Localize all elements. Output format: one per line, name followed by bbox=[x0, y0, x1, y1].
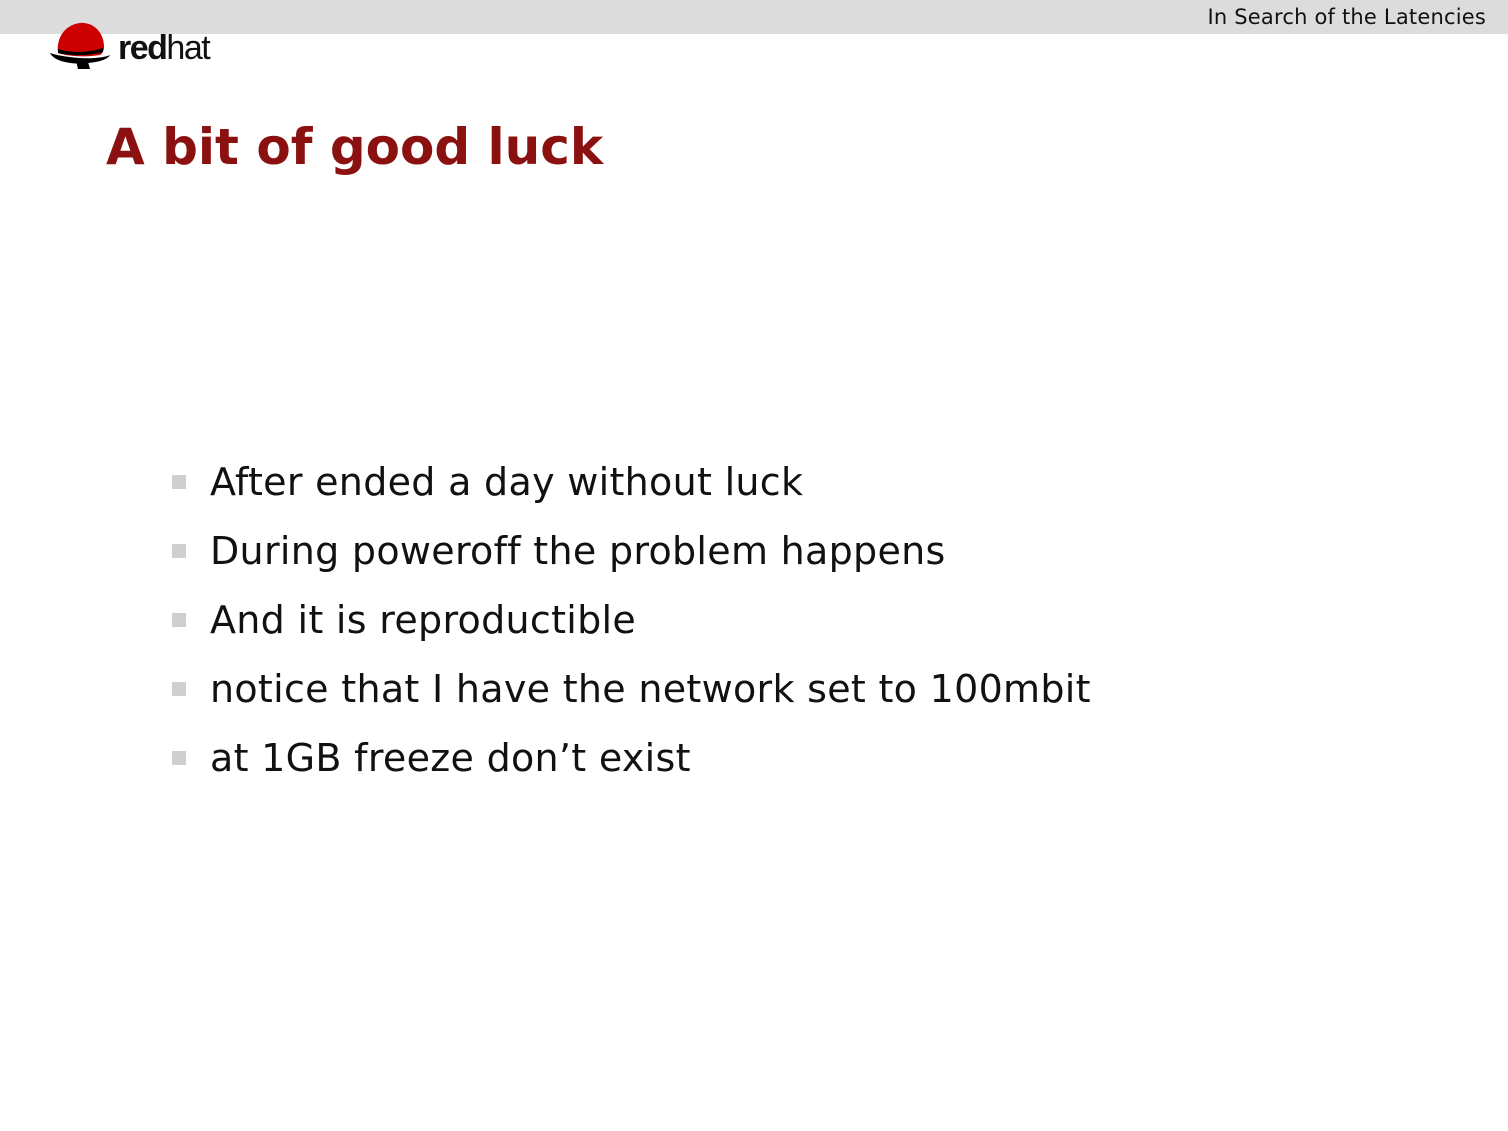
presentation-title: In Search of the Latencies bbox=[1207, 5, 1486, 29]
slide-title: A bit of good luck bbox=[106, 118, 604, 176]
bullet-square-icon bbox=[172, 751, 186, 765]
redhat-wordmark: redhat bbox=[118, 29, 210, 67]
bullet-item bbox=[172, 517, 1091, 586]
bullet-item bbox=[172, 654, 1091, 723]
bullet-square-icon bbox=[172, 544, 186, 558]
bullet-text: at 1GB freeze don’t exist bbox=[210, 735, 691, 780]
bullet-item bbox=[172, 586, 1091, 655]
bullet-square-icon bbox=[172, 613, 186, 627]
bullet-square-icon bbox=[172, 475, 186, 489]
header-bar bbox=[0, 0, 1508, 34]
bullet-text: notice that I have the network set to 100mbit bbox=[210, 666, 1091, 711]
bullet-list bbox=[172, 448, 1091, 792]
bullet-square-icon bbox=[172, 682, 186, 696]
bullet-item bbox=[172, 723, 1091, 792]
redhat-shadowman-icon bbox=[48, 17, 112, 71]
redhat-logo bbox=[48, 16, 209, 72]
bullet-item bbox=[172, 448, 1091, 517]
bullet-text: During poweroff the problem happens bbox=[210, 529, 946, 574]
bullet-text: And it is reproductible bbox=[210, 597, 637, 642]
bullet-text: After ended a day without luck bbox=[210, 460, 804, 505]
